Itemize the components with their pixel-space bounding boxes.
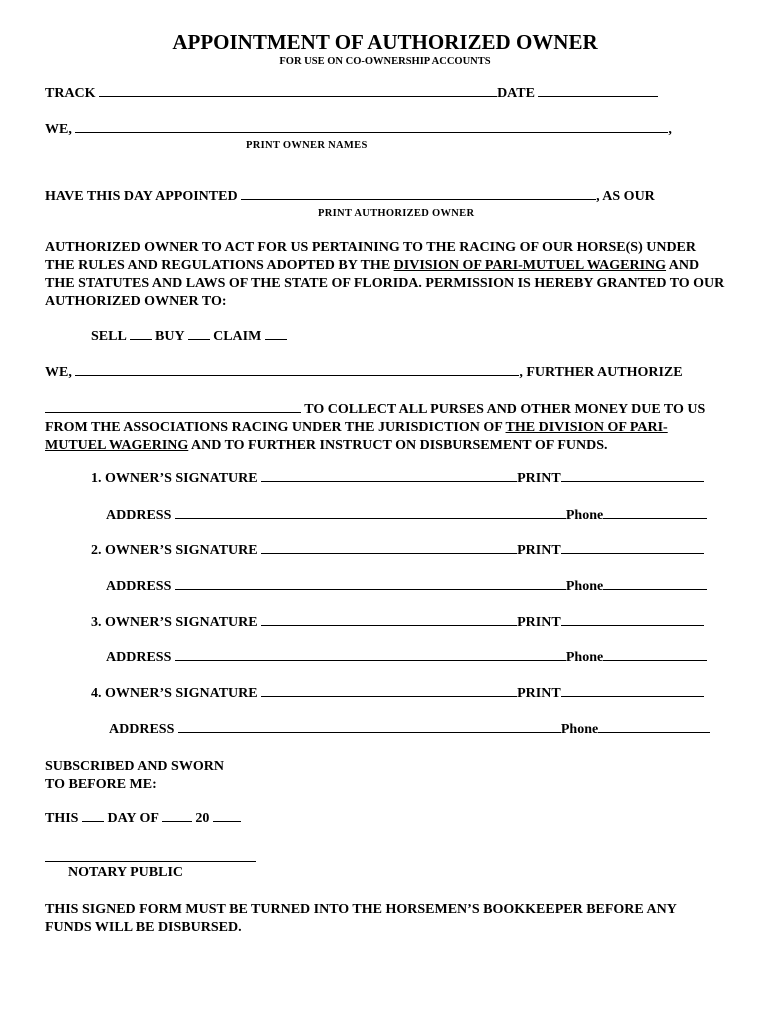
owner-2-signature-row [91,543,704,559]
day-of-label: DAY OF [107,811,159,826]
owner-1-signature-field[interactable] [261,481,517,482]
owner-4-signature-field[interactable] [261,696,517,697]
para1-part1: AUTHORIZED OWNER TO ACT FOR US PERTAINING TO THE RACING OF OUR HORSE(S) UNDER THE RULES AND REGULATIONS ADOPTED BY THE [45,240,697,273]
we-label-2: WE, [45,365,72,380]
we-row [45,122,672,138]
buy-blank[interactable] [188,339,210,340]
owner-3-print-label: PRINT [517,615,561,630]
para2-part1: TO COLLECT ALL PURSES AND OTHER MONEY DUE TO US FROM THE ASSOCIATIONS RACING UNDER THE JURISDICTION OF [45,402,706,435]
owner-3-phone-field[interactable] [603,660,707,661]
collection-paragraph [45,400,725,455]
owner-2-address-row [106,579,707,595]
authorized-owner-field[interactable] [241,199,596,200]
owner-2-phone-label: Phone [565,579,604,594]
owner-4-signature-row [91,686,704,702]
owner-4-print-field[interactable] [561,696,704,697]
this-label: THIS [45,811,79,826]
authorization-paragraph [45,239,725,311]
track-row [45,86,658,102]
owner-names-field[interactable] [75,132,668,133]
para2-part2: AND TO FURTHER INSTRUCT ON DISBURSEMENT OF FUNDS. [188,438,608,453]
notary-public-label: NOTARY PUBLIC [68,865,184,880]
subscribed-line-2: TO BEFORE ME: [45,777,157,792]
track-field[interactable] [99,96,497,97]
owner-1-phone-label: Phone [565,508,604,523]
owner-3-print-field[interactable] [561,625,704,626]
further-authorize-label: , FURTHER AUTHORIZE [519,365,683,380]
buy-label: BUY [155,329,185,344]
owner-1-phone-field[interactable] [603,518,707,519]
owner-1-print-field[interactable] [561,481,704,482]
subscribed-line-1: SUBSCRIBED AND SWORN [45,759,224,774]
owner-3-address-row [106,650,707,666]
para1-part2: AND THE STATUTES AND LAWS OF THE STATE OF FLORIDA. PERMISSION IS HEREBY GRANTED TO OUR AUTHORIZED OWNER TO: [45,258,725,309]
owner-2-address-label: ADDRESS [106,579,172,594]
owner-4-phone-field[interactable] [598,732,710,733]
owner-4-address-row [109,722,710,738]
division-name-underlined-2: THE DIVISION OF PARI-MUTUEL WAGERING [45,420,668,453]
sell-blank[interactable] [130,339,152,340]
date-field[interactable] [538,96,658,97]
owner-4-signature-label: 4. OWNER’S SIGNATURE [91,686,258,701]
print-authorized-owner-caption: PRINT AUTHORIZED OWNER [318,208,475,219]
day-blank[interactable] [82,821,104,822]
owner-4-phone-label: Phone [560,722,599,737]
sell-label: SELL [91,329,127,344]
month-blank[interactable] [162,821,192,822]
date-label: DATE [497,86,535,101]
year-prefix-label: 20 [195,811,210,826]
year-blank[interactable] [213,821,241,822]
owner-3-signature-row [91,615,704,631]
owner-2-signature-label: 2. OWNER’S SIGNATURE [91,543,258,558]
as-our-label: , AS OUR [596,189,655,204]
owner-3-signature-label: 3. OWNER’S SIGNATURE [91,615,258,630]
owner-2-print-label: PRINT [517,543,561,558]
subscribed-block [45,758,224,794]
owner-2-phone-field[interactable] [603,589,707,590]
collector-name-field[interactable] [45,400,301,413]
claim-blank[interactable] [265,339,287,340]
footer-note: THIS SIGNED FORM MUST BE TURNED INTO THE HORSEMEN’S BOOKKEEPER BEFORE ANY FUNDS WILL BE DISBURSED. [45,902,677,935]
owner-1-address-label: ADDRESS [106,508,172,523]
owner-1-signature-row [91,471,704,487]
owner-3-address-label: ADDRESS [106,650,172,665]
date-sworn-row [45,811,241,827]
comma: , [668,122,672,137]
we-label: WE, [45,122,72,137]
owner-4-address-field[interactable] [178,732,561,733]
sell-buy-claim-row [91,329,287,345]
further-authorize-row [45,365,683,381]
track-label: TRACK [45,86,96,101]
owner-4-print-label: PRINT [517,686,561,701]
owner-2-print-field[interactable] [561,553,704,554]
notary-signature-line[interactable] [45,849,256,862]
further-names-field[interactable] [75,375,519,376]
owner-3-signature-field[interactable] [261,625,517,626]
claim-label: CLAIM [213,329,262,344]
owner-1-print-label: PRINT [517,471,561,486]
print-owner-names-caption: PRINT OWNER NAMES [246,140,368,151]
division-name-underlined: DIVISION OF PARI-MUTUEL WAGERING [393,258,667,273]
appointed-row [45,189,655,205]
owner-1-signature-label: 1. OWNER’S SIGNATURE [91,471,258,486]
owner-1-address-field[interactable] [175,518,566,519]
form-title: APPOINTMENT OF AUTHORIZED OWNER [172,30,598,54]
owner-3-phone-label: Phone [565,650,604,665]
have-this-day-label: HAVE THIS DAY APPOINTED [45,189,238,204]
owner-2-signature-field[interactable] [261,553,517,554]
owner-3-address-field[interactable] [175,660,566,661]
owner-4-address-label: ADDRESS [109,722,175,737]
form-subtitle: FOR USE ON CO-OWNERSHIP ACCOUNTS [279,56,491,67]
owner-2-address-field[interactable] [175,589,566,590]
owner-1-address-row [106,508,707,524]
